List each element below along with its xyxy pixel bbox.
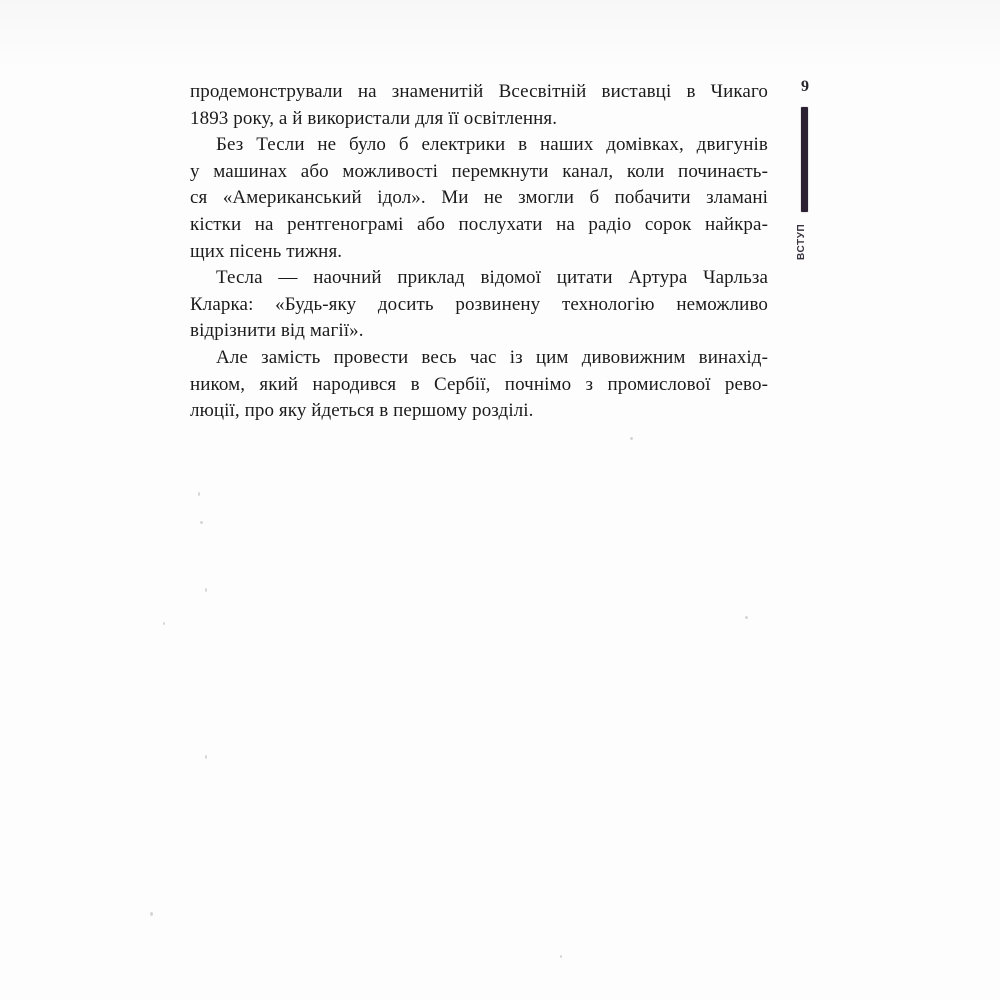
text-line: 1893 року, а й використали для її освітлення. [190,107,558,129]
page-number: 9 [801,78,809,95]
text-line: у машинах або можливості перемкнути канал, коли починаєть- [190,160,768,182]
text-line: щих пісень тижня. [190,240,343,262]
text-line: Але замість провести весь час із цим дивовижним винахід- [216,346,768,368]
text-line: Без Тесли не було б електрики в наших домівках, двигунів [216,134,768,156]
text-line: відрізнити від магії». [190,320,364,342]
scan-speck [150,912,153,916]
scan-speck [198,492,200,496]
scan-speck [205,755,207,759]
scan-speck [200,521,203,524]
scan-speck [560,955,562,958]
scan-speck [630,437,633,440]
scan-speck [205,588,207,592]
scan-speck [163,622,165,625]
text-line: люції, про яку йдеться в першому розділі. [190,400,534,422]
body-text-block [190,79,768,425]
text-line: ся «Американський ідол». Ми не змогли б побачити зламані [190,187,768,209]
text-line: продемонстрували на знаменитій Всесвітній виставці в Чикаго [190,81,768,102]
text-line: кістки на рентгенограмі або послухати на радіо сорок найкра- [190,213,768,235]
text-line: Кларка: «Будь-яку досить розвинену технологію неможливо [190,293,768,315]
text-line: ником, який народився в Сербії, почнімо з промислової рево- [190,373,768,395]
scan-speck [745,616,748,619]
chapter-tab-bar [801,107,808,212]
chapter-label-vertical: ВСТУП [796,223,807,261]
text-line: Тесла — наочний приклад відомої цитати Артура Чарльза [216,267,768,289]
